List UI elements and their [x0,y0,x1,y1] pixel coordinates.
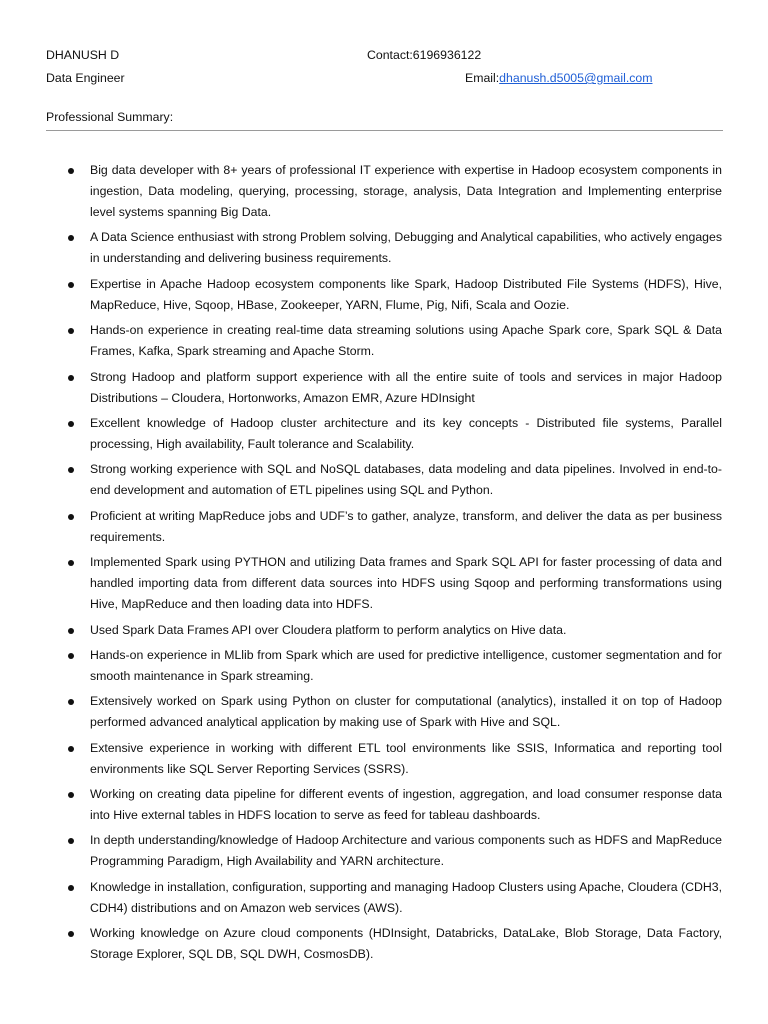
bullet-icon [68,375,74,381]
email-link[interactable]: dhanush.d5005@gmail.com [499,71,653,85]
section-divider [46,130,723,131]
summary-bullet [0,413,768,455]
summary-bullet [0,274,768,316]
bullet-text: Proficient at writing MapReduce jobs and UDF’s to gather, analyze, transform, and deliver the data as per business requirements. [90,508,722,544]
bullet-icon [68,328,74,334]
bullet-icon [68,467,74,473]
bullet-icon [68,838,74,844]
bullet-icon [68,653,74,659]
summary-bullet [0,552,768,615]
bullet-icon [68,699,74,705]
summary-bullet [0,506,768,548]
summary-bullet-list [0,160,768,970]
bullet-text: Expertise in Apache Hadoop ecosystem components like Spark, Hadoop Distributed File Systems (HDFS), Hive, MapReduce, Hive, Sqoop, HBase, Zookeeper, YARN, Flume, Pig, Nifi, Scala and Oozie. [90,276,722,312]
bullet-text: Extensively worked on Spark using Python on cluster for computational (analytics), installed it on top of Hadoop performed advanced analytical application by making use of Spark with Hive and SQL. [90,694,722,730]
summary-bullet [0,923,768,965]
bullet-text: Strong Hadoop and platform support experience with all the entire suite of tools and services in major Hadoop Distributions – Cloudera, Hortonworks, Amazon EMR, Azure HDInsight [90,369,722,405]
bullet-text: Knowledge in installation, configuration, supporting and managing Hadoop Clusters using Apache, Cloudera (CDH3, CDH4) distributions and on Amazon web services (AWS). [90,879,722,915]
bullet-icon [68,746,74,752]
bullet-icon [68,885,74,891]
bullet-text: Working knowledge on Azure cloud components (HDInsight, Databricks, DataLake, Blob Storage, Data Factory, Storage Explorer, SQL DB, SQL DWH, CosmosDB). [90,926,722,962]
bullet-text: Used Spark Data Frames API over Cloudera platform to perform analytics on Hive data. [90,622,567,637]
email-label: Email: [465,71,500,85]
bullet-text: Hands-on experience in MLlib from Spark which are used for predictive intelligence, customer segmentation and for smooth maintenance in Spark streaming. [90,647,722,683]
summary-bullet [0,227,768,269]
summary-bullet [0,877,768,919]
bullet-text: Hands-on experience in creating real-time data streaming solutions using Apache Spark core, Spark SQL & Data Frames, Kafka, Spark streaming and Apache Storm. [90,323,722,359]
summary-bullet [0,160,768,223]
bullet-text: A Data Science enthusiast with strong Problem solving, Debugging and Analytical capabilities, who actively engages in understanding and delivering business requirements. [90,230,722,266]
section-heading-professional-summary: Professional Summary: [46,110,174,124]
bullet-text: Working on creating data pipeline for different events of ingestion, aggregation, and load consumer response data into Hive external tables in HDFS location to serve as feed for tableau dashboards. [90,787,722,823]
bullet-text: Implemented Spark using PYTHON and utilizing Data frames and Spark SQL API for faster processing of data and handled importing data from different data sources into HDFS using Sqoop and performing transformations using Hive, MapReduce and then loading data into HDFS. [90,555,722,612]
summary-bullet [0,830,768,872]
summary-bullet [0,320,768,362]
bullet-text: Extensive experience in working with different ETL tool environments like SSIS, Informatica and reporting tool environments like SQL Server Reporting Services (SSRS). [90,740,722,776]
bullet-icon [68,628,74,634]
summary-bullet [0,459,768,501]
bullet-icon [68,282,74,288]
bullet-icon [68,931,74,937]
summary-bullet [0,620,768,641]
candidate-name: DHANUSH D [46,48,120,62]
contact-email [465,71,652,85]
bullet-icon [68,421,74,427]
bullet-icon [68,168,74,174]
bullet-text: Excellent knowledge of Hadoop cluster architecture and its key concepts - Distributed file systems, Parallel processing, High availability, Fault tolerance and Scalability. [90,415,722,451]
bullet-text: In depth understanding/knowledge of Hadoop Architecture and various components such as HDFS and MapReduce Programming Paradigm, High Availability and YARN architecture. [90,833,722,869]
summary-bullet [0,645,768,687]
summary-bullet [0,367,768,409]
bullet-icon [68,792,74,798]
bullet-icon [68,560,74,566]
bullet-icon [68,235,74,241]
bullet-text: Strong working experience with SQL and NoSQL databases, data modeling and data pipelines. Involved in end-to-end development and automation of ETL pipelines using SQL and Python. [90,462,722,498]
bullet-text: Big data developer with 8+ years of professional IT experience with expertise in Hadoop ecosystem components in ingestion, Data modeling, querying, processing, storage, analysis, Data Integration and Implementing enterprise level systems spanning Big Data. [90,163,722,219]
summary-bullet [0,691,768,733]
candidate-title: Data Engineer [46,71,125,85]
summary-bullet [0,784,768,826]
bullet-icon [68,514,74,520]
summary-bullet [0,738,768,780]
contact-phone: Contact:6196936122 [367,48,482,62]
